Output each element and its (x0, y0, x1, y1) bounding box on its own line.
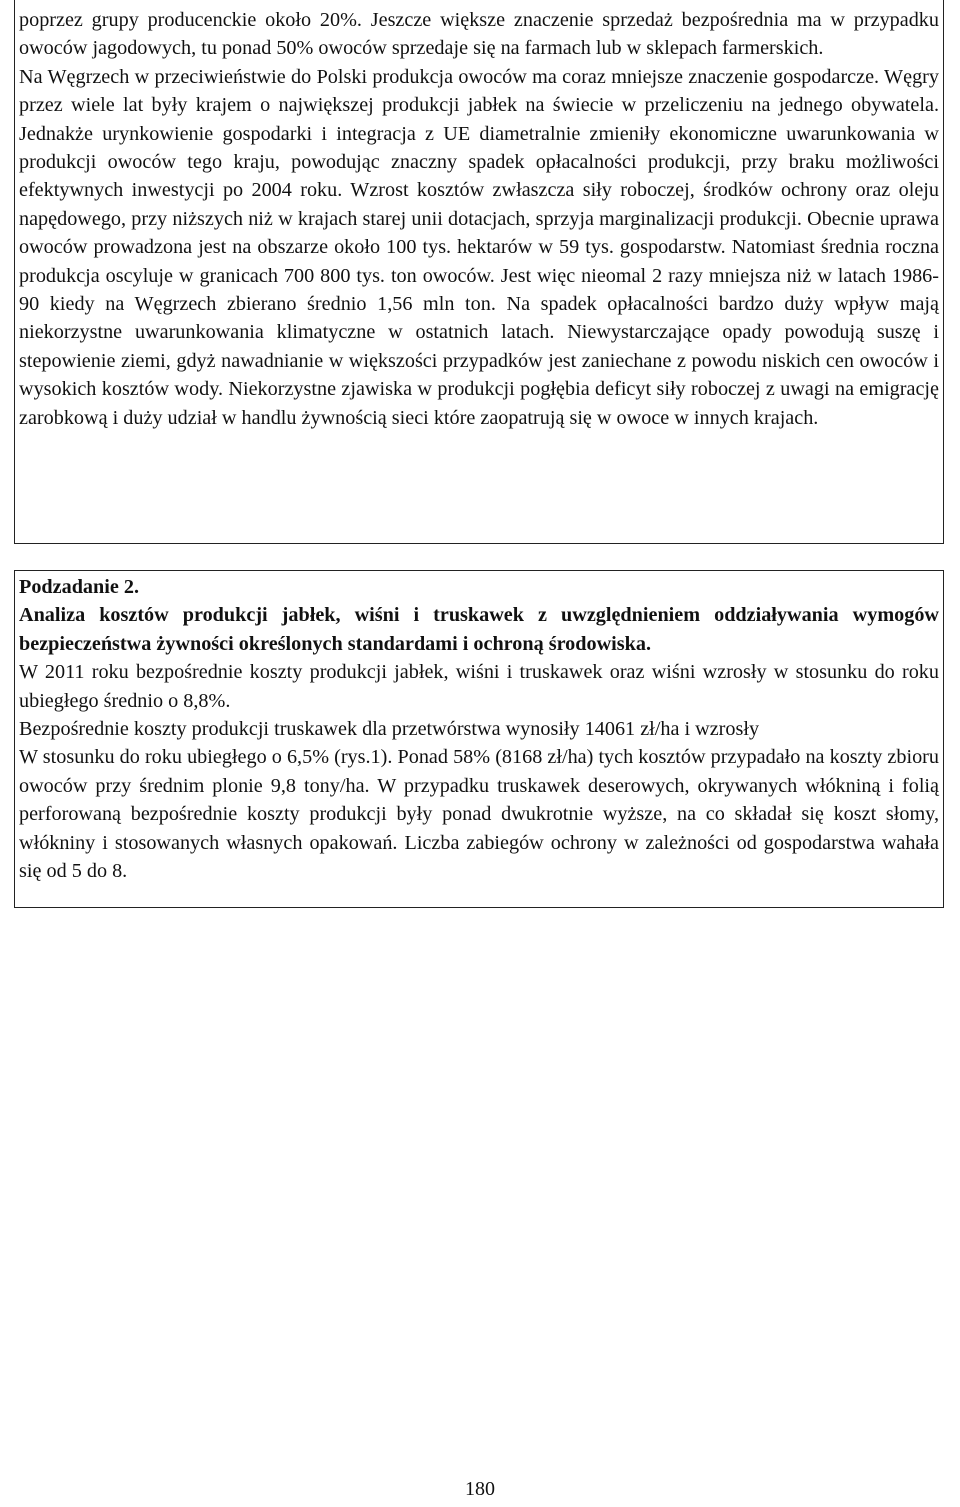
page-number: 180 (465, 1478, 495, 1500)
text-block-2 (14, 570, 944, 908)
paragraph-strawberry-line1: Bezpośrednie koszty produkcji truskawek dla przetwórstwa wynosiły 14061 zł/ha i wzrosły (19, 718, 760, 741)
paragraph-intro: poprzez grupy producenckie około 20%. Jeszcze większe znaczenie sprzedaż bezpośrednia ma w przypadku owoców jagodowych, tu ponad 50% owoców sprzedaje się na farmach lub w sklepach farmerskich. (19, 9, 939, 60)
paragraph-hungary: Na Węgrzech w przeciwieństwie do Polski produkcja owoców ma coraz mniejsze znaczenie gospodarcze. Węgry przez wiele lat były krajem o największej produkcji jabłek na świecie w przeliczeniu na jednego obywatela. Jednakże urynkowienie gospodarki i integracja z UE diametralnie zmieniły ekonomiczne uwarunkowania w produkcji owoców tego kraju, powodując znaczny spadek opłacalności produkcji, przy braku możliwości efektywnych inwestycji po 2004 roku. Wzrost kosztów zwłaszcza siły roboczej, środków ochrony oraz oleju napędowego, przy niższych niż w krajach starej unii dotacjach, sprzyja marginalizacji produkcji. Obecnie uprawa owoców prowadzona jest na obszarze około 100 tys. hektarów w 59 tys. gospodarstw. Natomiast średnia roczna produkcja oscyluje w granicach 700 800 tys. ton owoców. Jest więc nieomal 2 razy mniejsza niż w latach 1986-90 kiedy na Węgrzech zbierano średnio 1,56 mln ton. Na spadek opłacalności bardzo duży wpływ mają niekorzystne uwarunkowania klimatyczne w ostatnich latach. Niewystarczające opady powodują suszę i stepowienie ziemi, gdyż nawadnianie w większości przypadków jest zaniechane z powodu niskich cen owoców i wysokich kosztów wody. Niekorzystne zjawiska w produkcji pogłębia deficyt siły roboczej z uwagi na emigrację zarobkową i duży udział w handlu żywnością sieci które zaopatrują się w owoce w innych krajach. (19, 65, 939, 429)
paragraph-strawberry-rest: W stosunku do roku ubiegłego o 6,5% (rys.1). Ponad 58% (8168 zł/ha) tych kosztów przypadało na koszty zbioru owoców przy średnim plonie 9,8 tony/ha. W przypadku truskawek deserowych, okrywanych włókniną i folią perforowaną bezpośrednie koszty produkcji były ponad dwukrotnie wyższe, na co składał się koszt słomy, włókniny i stosowanych własnych opakowań. Liczba zabiegów ochrony w zależności od gospodarstwa wahała się od 5 do 8. (19, 746, 939, 883)
paragraph-costs-2011: W 2011 roku bezpośrednie koszty produkcji jabłek, wiśni i truskawek oraz wiśni wzrosły w stosunku do roku ubiegłego średnio o 8,8%. (19, 661, 939, 712)
subtask-title: Analiza kosztów produkcji jabłek, wiśni i truskawek z uwzględnieniem oddziaływania wymogów bezpieczeństwa żywności określonych standardami i ochroną środowiska. (19, 604, 939, 655)
text-block-1 (14, 0, 944, 544)
subtask-heading: Podzadanie 2. (19, 576, 140, 598)
